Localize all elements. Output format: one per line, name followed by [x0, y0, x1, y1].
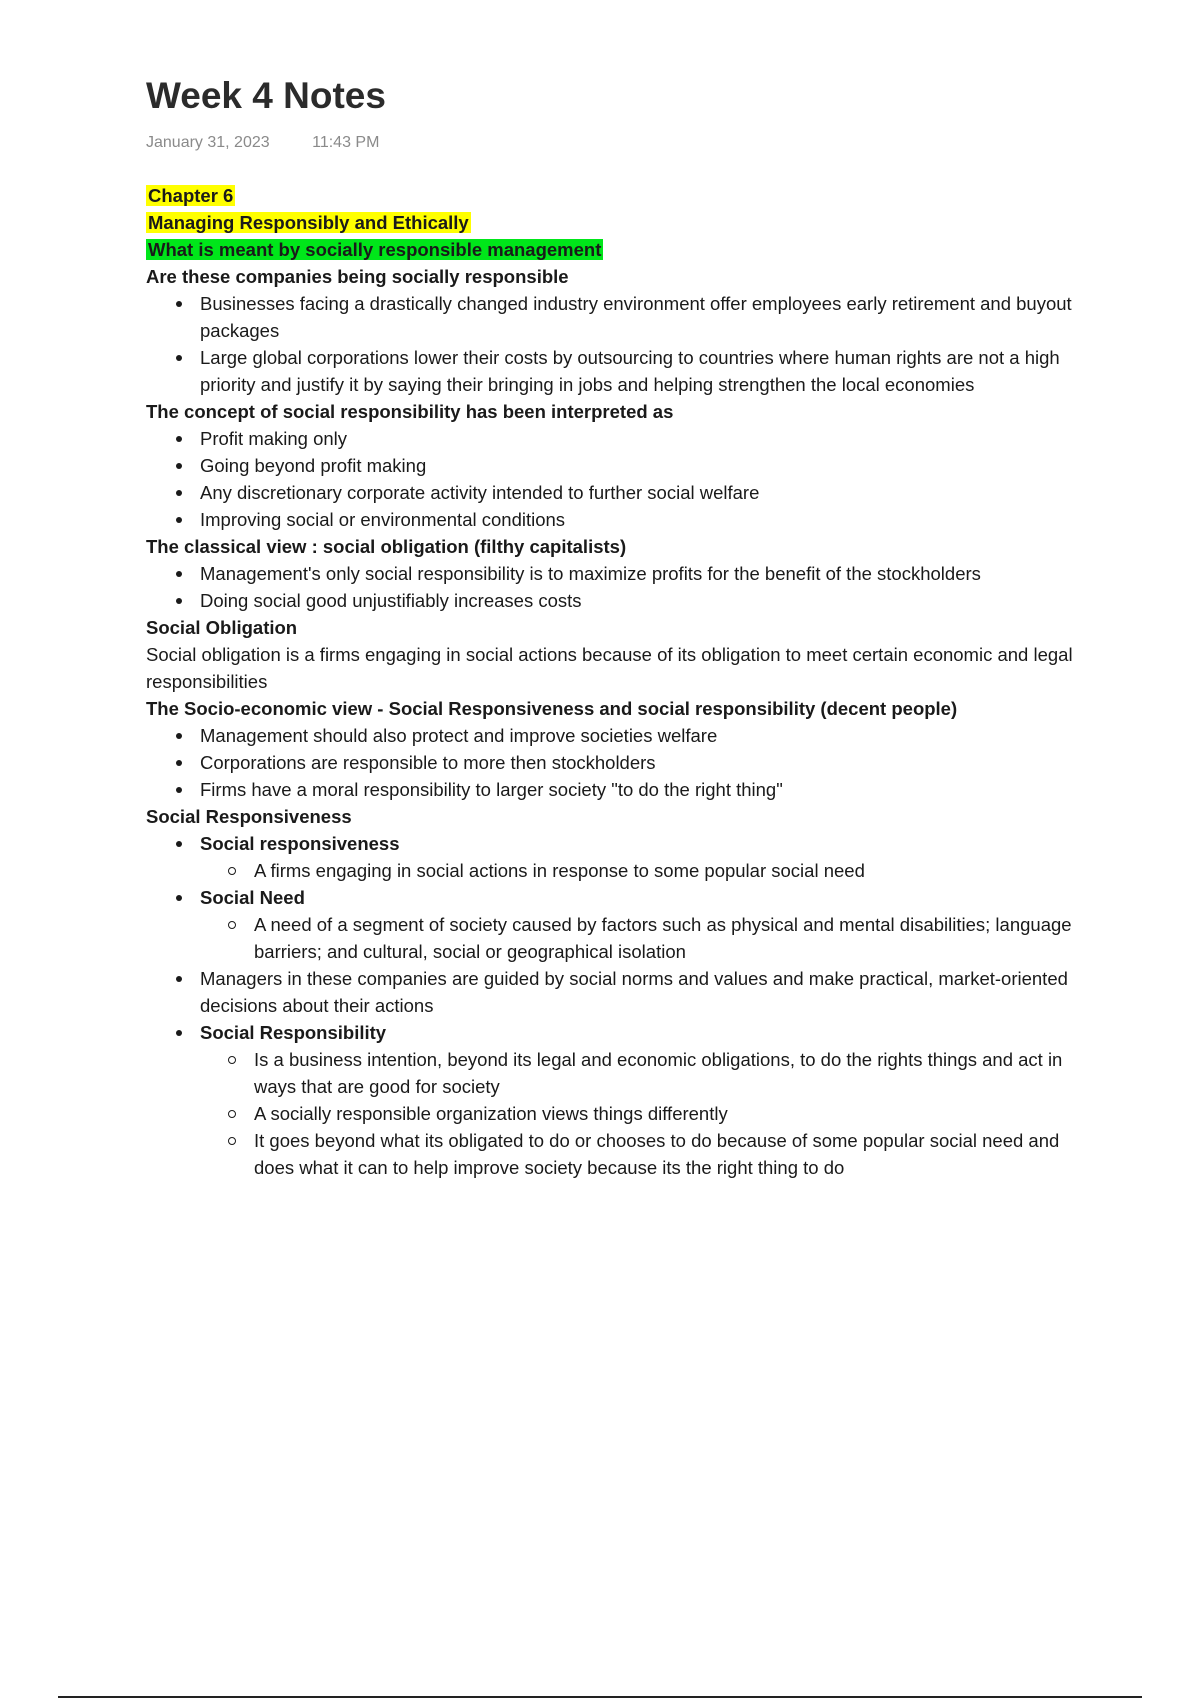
list-item: [146, 1019, 1076, 1181]
note-date: January 31, 2023: [146, 134, 270, 151]
list-item: [146, 830, 1076, 884]
section-heading-companies: Are these companies being socially responsible: [146, 266, 569, 287]
list-item: Improving social or environmental conditions: [146, 506, 1076, 533]
socioeconomic-list: [146, 722, 1076, 803]
sub-list-item: Is a business intention, beyond its legal and economic obligations, to do the rights things and act in ways that are good for society: [146, 1046, 1076, 1100]
sub-list-item: A need of a segment of society caused by factors such as physical and mental disabilities; language barriers; and cultural, social or geographical isolation: [146, 911, 1076, 965]
section-heading-socioeconomic: The Socio-economic view - Social Responsiveness and social responsibility (decent people): [146, 698, 958, 719]
sub-list: [200, 857, 1076, 884]
sub-list: [200, 1046, 1076, 1181]
list-item: Management should also protect and improve societies welfare: [146, 722, 1076, 749]
list-item-label: Social responsiveness: [200, 833, 400, 854]
section-heading-concept: The concept of social responsibility has been interpreted as: [146, 401, 674, 422]
list-item-label: Social Responsibility: [200, 1022, 387, 1043]
note-page: [146, 72, 1076, 1181]
classical-list: [146, 560, 1076, 614]
sub-list-item: A socially responsible organization views things differently: [146, 1100, 1076, 1127]
note-body: [146, 182, 1076, 1181]
list-item: Large global corporations lower their costs by outsourcing to countries where human rights are not a high priority and justify it by saying their bringing in jobs and helping strengthen the local economies: [146, 344, 1076, 398]
note-time: 11:43 PM: [312, 134, 380, 151]
list-item-label: Social Need: [200, 887, 305, 908]
list-item: Any discretionary corporate activity intended to further social welfare: [146, 479, 1076, 506]
sub-list-item: It goes beyond what its obligated to do or chooses to do because of some popular social need and does what it can to help improve society because its the right thing to do: [146, 1127, 1076, 1181]
concept-list: [146, 425, 1076, 533]
list-item: Corporations are responsible to more then stockholders: [146, 749, 1076, 776]
question-heading: What is meant by socially responsible management: [148, 239, 602, 260]
list-item: Profit making only: [146, 425, 1076, 452]
section-heading-obligation: Social Obligation: [146, 617, 298, 638]
sub-list: [200, 911, 1076, 965]
list-item: Managers in these companies are guided by social norms and values and make practical, market-oriented decisions about their actions: [146, 965, 1076, 1019]
chapter-title: Managing Responsibly and Ethically: [148, 212, 469, 233]
obligation-text: Social obligation is a firms engaging in social actions because of its obligation to meet certain economic and legal responsibilities: [146, 644, 1073, 692]
page-title: Week 4 Notes: [146, 75, 386, 116]
section-heading-classical: The classical view : social obligation (filthy capitalists): [146, 536, 627, 557]
note-metadata: [146, 134, 1076, 160]
sub-list-item: A firms engaging in social actions in response to some popular social need: [146, 857, 1076, 884]
section-heading-responsiveness: Social Responsiveness: [146, 806, 352, 827]
chapter-heading: Chapter 6: [148, 185, 234, 206]
list-item: [146, 884, 1076, 965]
list-item: Businesses facing a drastically changed industry environment offer employees early retirement and buyout packages: [146, 290, 1076, 344]
page-bottom-rule: [58, 1696, 1142, 1698]
responsiveness-list: [146, 830, 1076, 1181]
list-item: Going beyond profit making: [146, 452, 1076, 479]
list-item: Doing social good unjustifiably increases costs: [146, 587, 1076, 614]
companies-list: [146, 290, 1076, 398]
list-item: Management's only social responsibility is to maximize profits for the benefit of the stockholders: [146, 560, 1076, 587]
list-item: Firms have a moral responsibility to larger society "to do the right thing": [146, 776, 1076, 803]
